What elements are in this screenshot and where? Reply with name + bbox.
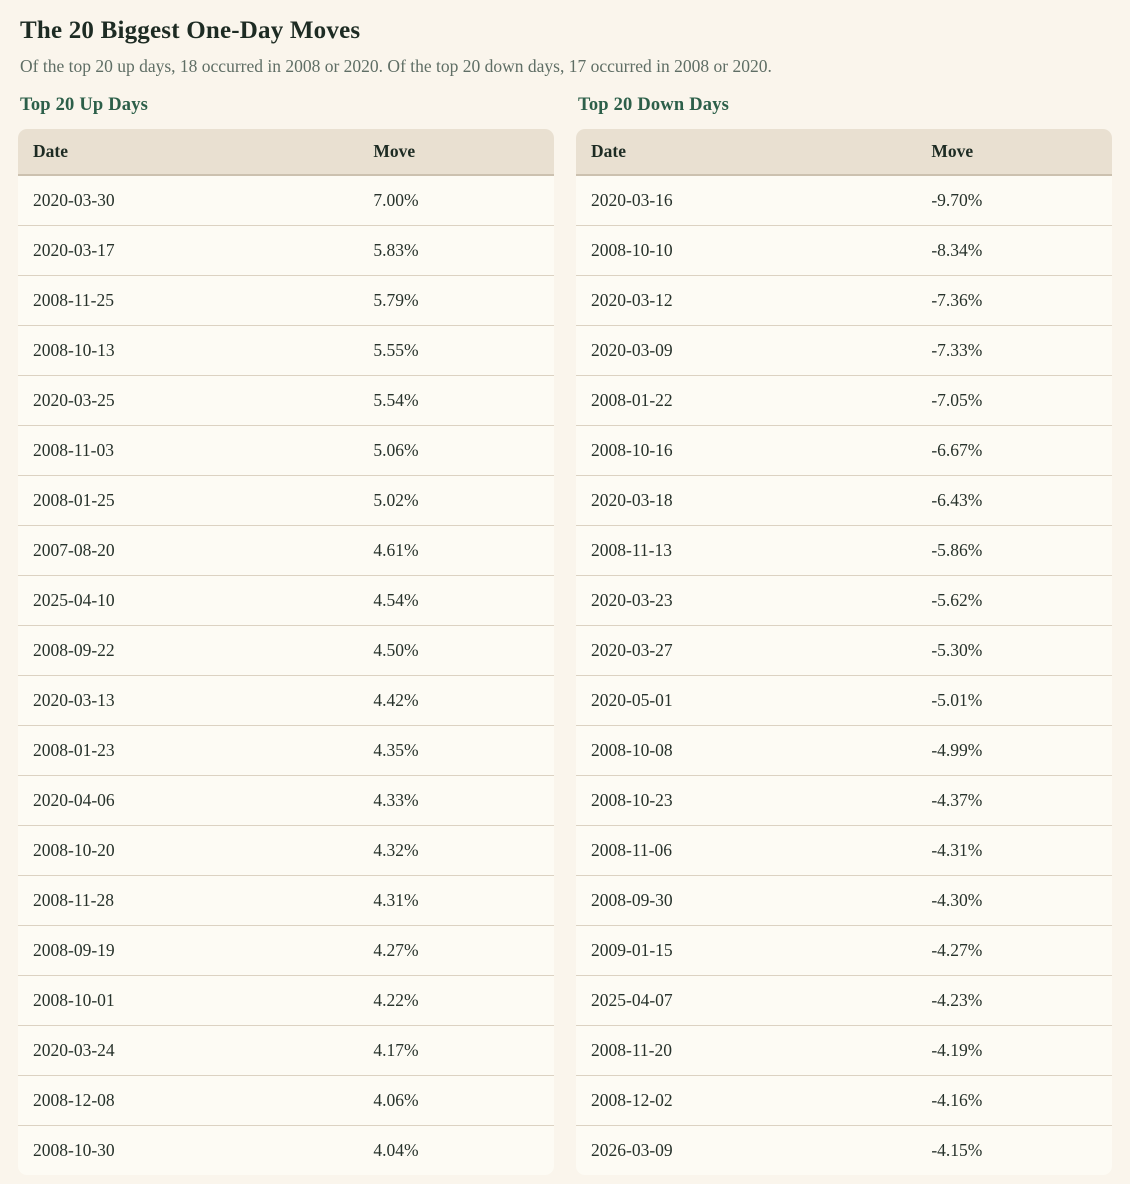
table-row bbox=[18, 325, 554, 375]
date-cell: 2020-03-12 bbox=[576, 275, 916, 325]
date-cell: 2008-10-13 bbox=[18, 325, 358, 375]
table-row bbox=[18, 775, 554, 825]
move-cell: 4.22% bbox=[358, 975, 554, 1025]
table-row bbox=[576, 1125, 1112, 1175]
header-row bbox=[18, 129, 554, 175]
table-row bbox=[576, 575, 1112, 625]
date-cell: 2008-10-20 bbox=[18, 825, 358, 875]
date-cell: 2007-08-20 bbox=[18, 525, 358, 575]
page-title: The 20 Biggest One-Day Moves bbox=[20, 17, 361, 44]
date-column-header: Date bbox=[576, 129, 916, 175]
date-cell: 2020-03-23 bbox=[576, 575, 916, 625]
date-cell: 2008-10-30 bbox=[18, 1125, 358, 1175]
move-cell: 5.83% bbox=[358, 225, 554, 275]
date-cell: 2008-09-19 bbox=[18, 925, 358, 975]
table-row bbox=[576, 325, 1112, 375]
date-cell: 2008-10-08 bbox=[576, 725, 916, 775]
move-cell: -5.01% bbox=[916, 675, 1112, 725]
table-row bbox=[18, 975, 554, 1025]
move-cell: 4.54% bbox=[358, 575, 554, 625]
move-cell: -4.37% bbox=[916, 775, 1112, 825]
move-cell: -5.86% bbox=[916, 525, 1112, 575]
table-row bbox=[18, 875, 554, 925]
down-days-column bbox=[576, 95, 1112, 1175]
date-cell: 2020-03-18 bbox=[576, 475, 916, 525]
table-row bbox=[18, 525, 554, 575]
page-subtitle: Of the top 20 up days, 18 occurred in 2008 or 2020. Of the top 20 down days, 17 occurred in 2008 or 2020. bbox=[20, 56, 772, 76]
up-days-column bbox=[18, 95, 554, 1175]
table-row bbox=[18, 625, 554, 675]
date-cell: 2008-10-16 bbox=[576, 425, 916, 475]
table-row bbox=[18, 225, 554, 275]
date-cell: 2025-04-10 bbox=[18, 575, 358, 625]
move-column-header: Move bbox=[358, 129, 554, 175]
table-row bbox=[576, 925, 1112, 975]
move-cell: 4.32% bbox=[358, 825, 554, 875]
date-cell: 2020-03-16 bbox=[591, 189, 673, 210]
table-row bbox=[18, 275, 554, 325]
move-cell: 5.55% bbox=[358, 325, 554, 375]
table-row bbox=[18, 1125, 554, 1175]
move-cell: 4.33% bbox=[358, 775, 554, 825]
date-cell: 2008-10-10 bbox=[576, 225, 916, 275]
down-days-table-card bbox=[576, 129, 1112, 1175]
date-cell: 2009-01-15 bbox=[576, 925, 916, 975]
move-cell: -4.27% bbox=[916, 925, 1112, 975]
move-cell: -7.36% bbox=[916, 275, 1112, 325]
move-cell: 4.42% bbox=[358, 675, 554, 725]
up-days-heading: Top 20 Up Days bbox=[20, 95, 149, 115]
date-cell: 2008-12-08 bbox=[18, 1075, 358, 1125]
table-row bbox=[576, 425, 1112, 475]
date-cell: 2008-10-23 bbox=[576, 775, 916, 825]
table-row bbox=[576, 275, 1112, 325]
move-cell: -4.19% bbox=[916, 1025, 1112, 1075]
table-row bbox=[576, 775, 1112, 825]
date-cell: 2008-10-01 bbox=[18, 975, 358, 1025]
date-cell: 2020-03-25 bbox=[18, 375, 358, 425]
down-days-table-head bbox=[576, 129, 1112, 175]
date-cell: 2008-11-06 bbox=[576, 825, 916, 875]
table-row bbox=[576, 225, 1112, 275]
tables-row bbox=[18, 95, 1112, 1175]
move-cell: -4.23% bbox=[916, 975, 1112, 1025]
move-cell: 4.27% bbox=[358, 925, 554, 975]
move-cell: -7.05% bbox=[916, 375, 1112, 425]
date-cell: 2008-09-30 bbox=[576, 875, 916, 925]
date-cell: 2020-03-09 bbox=[576, 325, 916, 375]
move-cell: -5.62% bbox=[916, 575, 1112, 625]
down-days-table bbox=[576, 129, 1112, 1175]
move-cell: 4.61% bbox=[358, 525, 554, 575]
table-row bbox=[576, 525, 1112, 575]
down-days-heading: Top 20 Down Days bbox=[578, 95, 730, 115]
move-cell: 5.54% bbox=[358, 375, 554, 425]
date-column-header: Date bbox=[18, 129, 358, 175]
move-cell: 4.06% bbox=[358, 1075, 554, 1125]
up-days-table-body bbox=[18, 175, 554, 1175]
table-row bbox=[576, 625, 1112, 675]
table-row bbox=[18, 1075, 554, 1125]
date-cell: 2008-11-13 bbox=[576, 525, 916, 575]
table-row bbox=[18, 725, 554, 775]
table-row bbox=[576, 175, 1112, 225]
move-cell: -8.34% bbox=[916, 225, 1112, 275]
up-days-table bbox=[18, 129, 554, 1175]
move-cell: 4.31% bbox=[358, 875, 554, 925]
date-cell: 2008-11-25 bbox=[18, 275, 358, 325]
move-column-header: Move bbox=[916, 129, 1112, 175]
table-row bbox=[576, 975, 1112, 1025]
date-cell: 2026-03-09 bbox=[576, 1125, 916, 1175]
date-cell: 2008-01-25 bbox=[18, 475, 358, 525]
table-row bbox=[18, 675, 554, 725]
date-cell: 2008-01-23 bbox=[18, 725, 358, 775]
table-row bbox=[18, 175, 554, 225]
up-days-table-card bbox=[18, 129, 554, 1175]
move-cell: -4.30% bbox=[916, 875, 1112, 925]
move-cell: 4.04% bbox=[358, 1125, 554, 1175]
move-cell: 5.79% bbox=[358, 275, 554, 325]
move-cell: -6.43% bbox=[916, 475, 1112, 525]
table-row bbox=[18, 575, 554, 625]
date-cell: 2008-09-22 bbox=[18, 625, 358, 675]
move-cell: 5.06% bbox=[358, 425, 554, 475]
move-cell: -4.15% bbox=[916, 1125, 1112, 1175]
move-cell: 7.00% bbox=[373, 189, 419, 210]
move-cell: -4.99% bbox=[916, 725, 1112, 775]
table-row bbox=[576, 875, 1112, 925]
move-cell: -4.16% bbox=[916, 1075, 1112, 1125]
date-cell: 2020-03-27 bbox=[576, 625, 916, 675]
up-days-table-head bbox=[18, 129, 554, 175]
table-row bbox=[576, 725, 1112, 775]
table-row bbox=[18, 1025, 554, 1075]
down-days-table-body bbox=[576, 175, 1112, 1175]
table-row bbox=[576, 675, 1112, 725]
table-row bbox=[576, 1025, 1112, 1075]
date-cell: 2020-03-13 bbox=[18, 675, 358, 725]
date-cell: 2008-11-28 bbox=[18, 875, 358, 925]
date-cell: 2020-03-30 bbox=[33, 189, 115, 210]
table-row bbox=[576, 825, 1112, 875]
table-row bbox=[576, 375, 1112, 425]
move-cell: 5.02% bbox=[358, 475, 554, 525]
move-cell: -7.33% bbox=[916, 325, 1112, 375]
table-row bbox=[576, 1075, 1112, 1125]
move-cell: 4.35% bbox=[358, 725, 554, 775]
date-cell: 2020-04-06 bbox=[18, 775, 358, 825]
table-row bbox=[18, 475, 554, 525]
date-cell: 2020-03-17 bbox=[18, 225, 358, 275]
date-cell: 2020-03-24 bbox=[18, 1025, 358, 1075]
table-row bbox=[18, 825, 554, 875]
header-row bbox=[576, 129, 1112, 175]
move-cell: 4.50% bbox=[358, 625, 554, 675]
date-cell: 2020-05-01 bbox=[576, 675, 916, 725]
move-cell: -9.70% bbox=[931, 189, 983, 210]
table-row bbox=[18, 425, 554, 475]
date-cell: 2025-04-07 bbox=[576, 975, 916, 1025]
table-row bbox=[18, 375, 554, 425]
move-cell: -4.31% bbox=[916, 825, 1112, 875]
date-cell: 2008-11-20 bbox=[576, 1025, 916, 1075]
move-cell: -6.67% bbox=[916, 425, 1112, 475]
date-cell: 2008-01-22 bbox=[576, 375, 916, 425]
table-row bbox=[18, 925, 554, 975]
move-cell: -5.30% bbox=[916, 625, 1112, 675]
date-cell: 2008-12-02 bbox=[576, 1075, 916, 1125]
date-cell: 2008-11-03 bbox=[18, 425, 358, 475]
table-row bbox=[576, 475, 1112, 525]
move-cell: 4.17% bbox=[358, 1025, 554, 1075]
